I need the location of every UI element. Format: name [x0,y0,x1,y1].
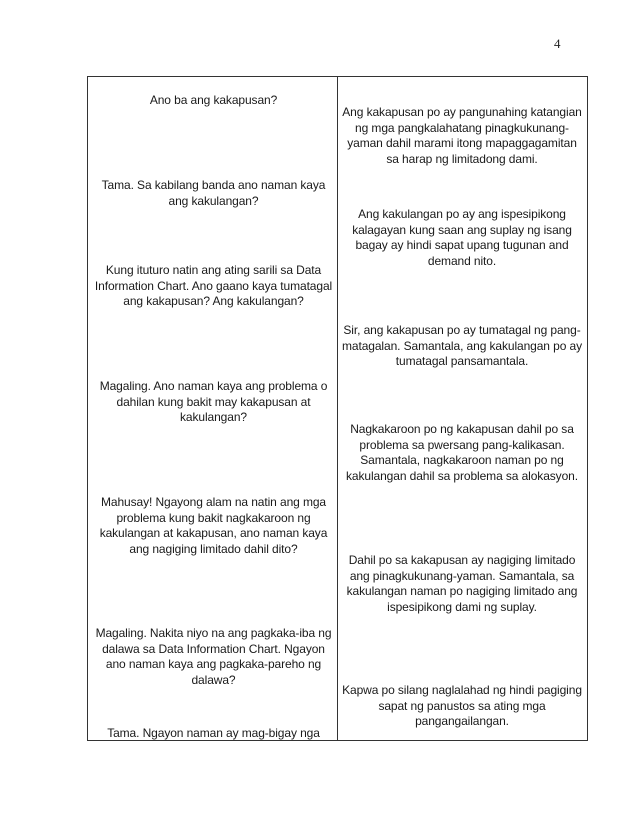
student-line-1: Ang kakapusan po ay pangunahing katangian ng mga pangkalahatang pinagkukunang- yaman dahil marami itong mapaggagamitan sa harap ng limitadong dami. [342,105,582,166]
teacher-line-6: Magaling. Nakita niyo na ang pagkaka-iba ng dalawa sa Data Information Chart. Ngayon ano naman kaya ang pagkaka-pareho ng dalawa? [95,626,332,687]
teacher-line-7: Tama. Ngayon naman ay mag-bigay nga [107,726,320,740]
dialogue-table [87,76,588,741]
page-number: 4 [554,36,561,51]
teacher-line-5: Mahusay! Ngayong alam na natin ang mga problema kung bakit nagkakaroon ng kakulangan at kakapusan, ano naman kaya ang nagiging limitado dahil dito? [99,495,328,556]
teacher-line-4: Magaling. Ano naman kaya ang problema o dahilan kung bakit may kakapusan at kakulangan? [99,379,328,424]
column-divider [337,77,338,740]
student-line-3: Sir, ang kakapusan po ay tumatagal ng pang-matagalan. Samantala, ang kakulangan po ay tumatagal pansamantala. [342,323,582,368]
student-line-6: Kapwa po silang naglalahad ng hindi pagiging sapat ng panustos sa ating mga pangangailangan. [342,683,582,728]
student-line-5: Dahil po sa kakapusan ay nagiging limitado ang pinagkukunang-yaman. Samantala, sa kakulangan naman po nagiging limitado ang ispesipikong dami ng suplay. [346,553,578,614]
teacher-line-1: Ano ba ang kakapusan? [149,93,278,107]
student-line-2: Ang kakulangan po ay ang ispesipikong kalagayan kung saan ang suplay ng isang bagay ay hindi sapat upang tugunan and demand nito. [352,207,572,268]
student-line-4: Nagkakaroon po ng kakapusan dahil po sa problema sa pwersang pang-kalikasan. Samantala, nagkakaroon naman po ng kakulangan dahil sa problema sa alokasyon. [346,422,578,483]
teacher-line-2: Tama. Sa kabilang banda ano naman kaya ang kakulangan? [101,178,326,208]
teacher-line-3: Kung ituturo natin ang ating sarili sa Data Information Chart. Ano gaano kaya tumatagal ang kakapusan? Ang kakulangan? [94,263,333,308]
